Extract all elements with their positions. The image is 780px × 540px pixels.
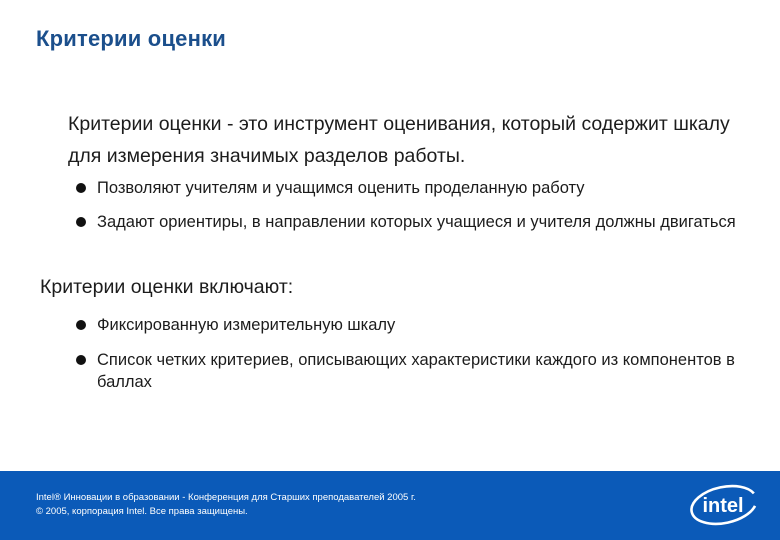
list-item <box>74 177 754 199</box>
bullet-dot-icon <box>76 320 86 330</box>
section-heading: Критерии оценки включают: <box>40 276 294 298</box>
intro-paragraph: Критерии оценки - это инструмент оценивания, который содержит шкалу для измерения значимых разделов работы. <box>68 113 730 167</box>
list-item <box>74 211 754 233</box>
list-item-text: Задают ориентиры, в направлении которых учащиеся и учителя должны двигаться <box>97 213 736 231</box>
list-item-text: Фиксированную измерительную шкалу <box>97 316 396 334</box>
bullet-list-includes <box>74 314 754 393</box>
footer-line-2: © 2005, корпорация Intel. Все права защищены. <box>36 506 248 517</box>
bullet-dot-icon <box>76 355 86 365</box>
list-item-text: Список четких критериев, описывающих характеристики каждого из компонентов в баллах <box>97 351 735 391</box>
footer-line-1: Intel® Инновации в образовании - Конференция для Старших преподавателей 2005 г. <box>36 492 416 503</box>
intel-logo-text: intel <box>702 495 744 517</box>
footer-bar <box>0 471 780 540</box>
bullet-dot-icon <box>76 183 86 193</box>
bullet-list-purpose <box>74 177 754 233</box>
list-item <box>74 349 754 393</box>
list-item <box>74 314 754 336</box>
list-item-text: Позволяют учителям и учащимся оценить проделанную работу <box>97 179 585 197</box>
slide-title: Критерии оценки <box>36 26 227 51</box>
footer-text <box>36 491 416 519</box>
bullet-dot-icon <box>76 217 86 227</box>
intel-logo-icon <box>688 481 760 527</box>
